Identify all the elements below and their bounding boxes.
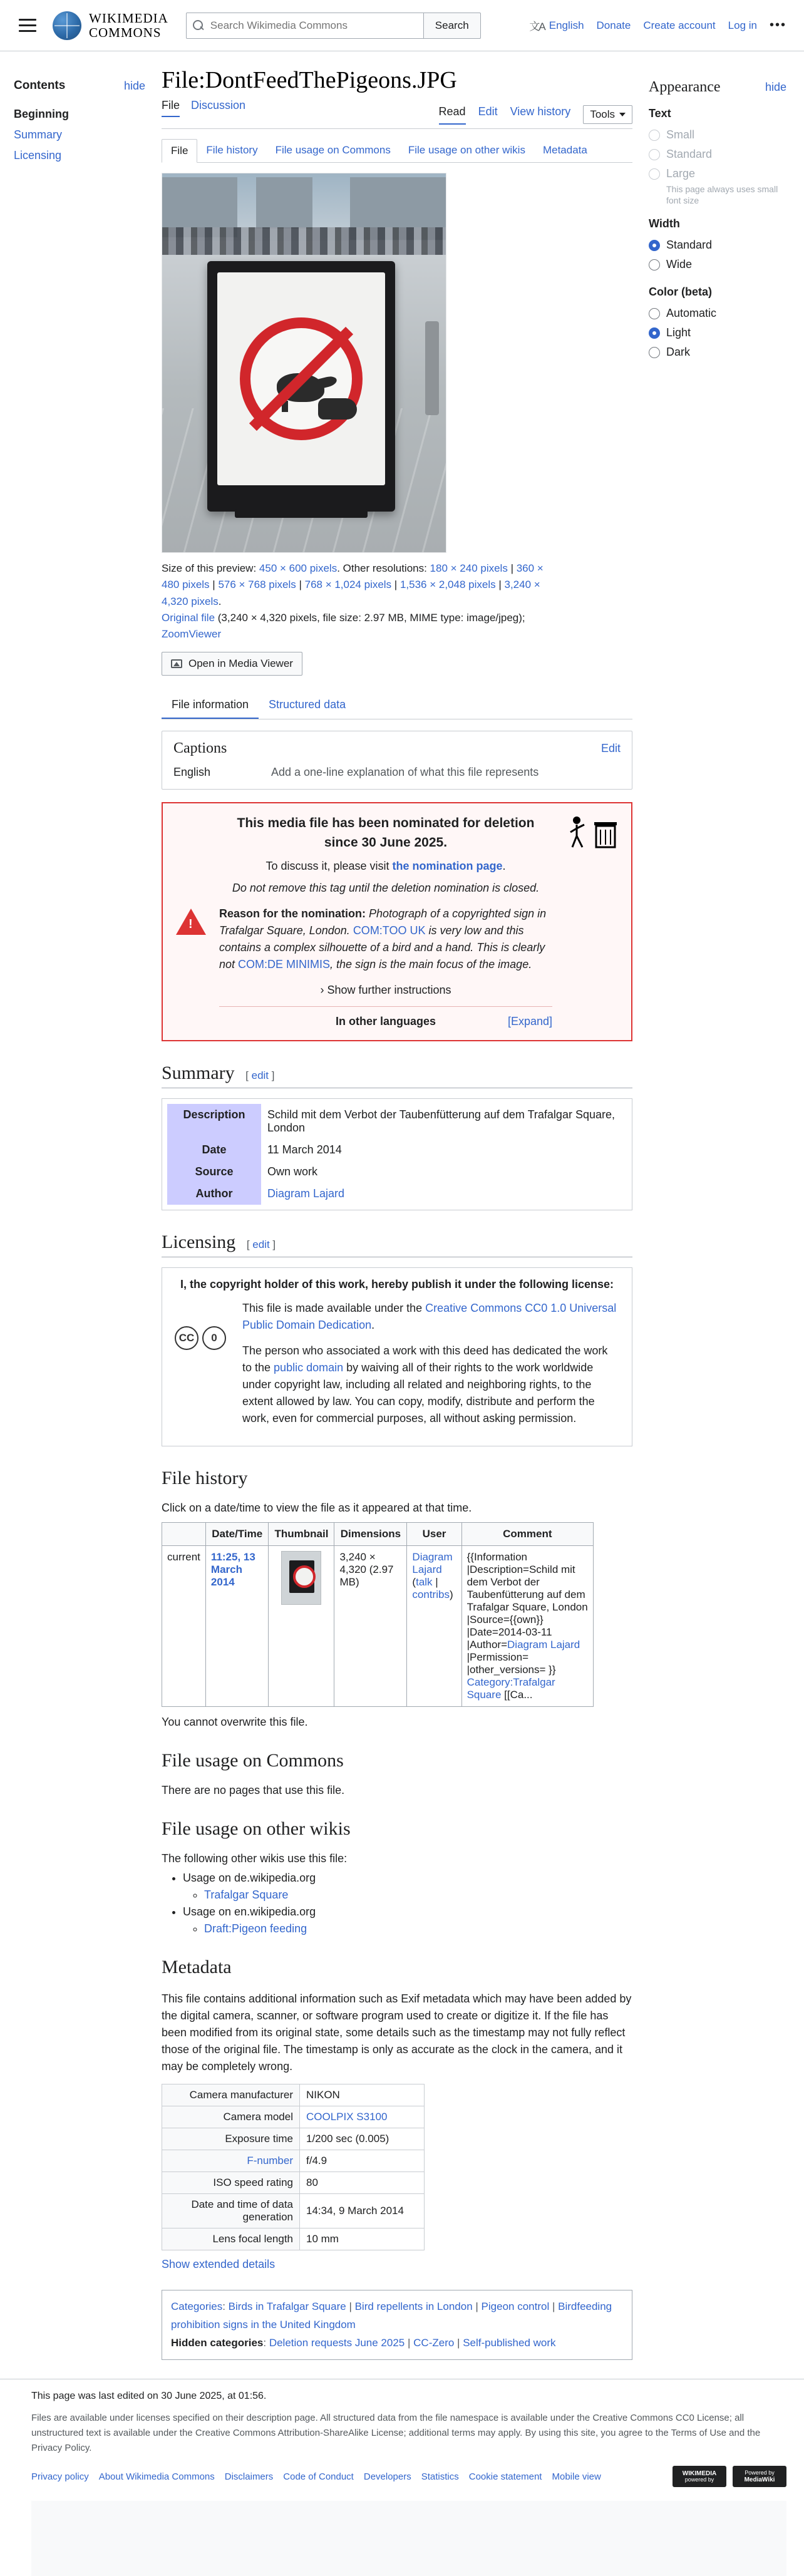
fh-col-datetime: Date/Time bbox=[205, 1522, 269, 1545]
table-row bbox=[162, 1545, 594, 1706]
fh-col-dimensions: Dimensions bbox=[334, 1522, 407, 1545]
search-button[interactable]: Search bbox=[424, 13, 481, 39]
captions-title: Captions bbox=[173, 739, 227, 756]
cc-zero-icons bbox=[175, 1300, 231, 1350]
fh-datetime-link[interactable]: 11:25, 13 March 2014 bbox=[210, 1550, 255, 1588]
wiki-name-en: Usage on en.wikipedia.org bbox=[183, 1905, 316, 1918]
meta-value-exposure-time: 1/200 sec (0.005) bbox=[300, 2128, 425, 2150]
footer-link-statistics[interactable]: Statistics bbox=[421, 2471, 459, 2482]
photo-sign-board bbox=[207, 261, 395, 512]
summary-key-author: Author bbox=[167, 1183, 261, 1205]
category-link-birdfeeding-prohibition[interactable]: Birdfeeding prohibition signs in the United Kingdom bbox=[171, 2300, 612, 2331]
deletion-discuss-prefix: To discuss it, please visit bbox=[265, 859, 393, 872]
chevron-down-icon bbox=[619, 113, 626, 116]
usage-other-wikis-heading: File usage on other wikis bbox=[162, 1818, 351, 1839]
tab-structured-data[interactable]: Structured data bbox=[269, 698, 346, 711]
toc-title: Contents bbox=[14, 79, 66, 92]
captions-box bbox=[162, 731, 632, 790]
last-edited-text: This page was last edited on 30 June 2025, at 01:56. bbox=[31, 2391, 267, 2402]
text-size-small-label: Small bbox=[666, 128, 695, 141]
resolution-link-3240[interactable]: 3,240 × 4,320 pixels bbox=[162, 579, 540, 607]
license-paragraph-2 bbox=[242, 1342, 619, 1427]
photo-crowd bbox=[162, 227, 446, 256]
resolution-link-768[interactable]: 768 × 1,024 pixels bbox=[304, 579, 392, 591]
summary-key-date: Date bbox=[167, 1139, 261, 1161]
appearance-panel bbox=[649, 65, 786, 362]
fh-dimensions-cell: 3,240 × 4,320 (2.97 MB) bbox=[334, 1545, 407, 1706]
license-box bbox=[162, 1267, 632, 1446]
file-history-thumbnail[interactable] bbox=[281, 1551, 321, 1605]
resolution-link-360[interactable]: 360 × 480 pixels bbox=[162, 562, 544, 591]
categories-label-link[interactable]: Categories bbox=[171, 2300, 223, 2312]
photo-sign-base bbox=[235, 509, 368, 518]
appearance-text-label: Text bbox=[649, 107, 671, 120]
radio-icon bbox=[649, 347, 660, 358]
meta-value-f-number: f/4.9 bbox=[300, 2150, 425, 2172]
color-light-label: Light bbox=[666, 326, 691, 339]
pigeon-icon bbox=[277, 373, 324, 402]
original-file-link[interactable]: Original file bbox=[162, 612, 215, 624]
table-row bbox=[167, 1139, 627, 1161]
fh-col-comment: Comment bbox=[461, 1522, 593, 1545]
usage-commons-heading: File usage on Commons bbox=[162, 1749, 344, 1771]
zero-icon: 0 bbox=[202, 1326, 226, 1350]
table-row bbox=[162, 2150, 425, 2172]
table-row bbox=[167, 1161, 627, 1183]
wikimedia-commons-logo[interactable] bbox=[53, 11, 168, 40]
fh-datetime-cell bbox=[205, 1545, 269, 1706]
show-further-instructions-label: Show further instructions bbox=[327, 983, 451, 996]
license-p1-post: . bbox=[371, 1318, 375, 1331]
photo-sign-face bbox=[217, 272, 385, 485]
fh-user-talk-link[interactable]: talk bbox=[416, 1575, 433, 1588]
appearance-group-width bbox=[649, 217, 786, 274]
tab-file[interactable]: File bbox=[162, 99, 180, 117]
media-viewer-label: Open in Media Viewer bbox=[188, 657, 293, 669]
license-p2-pre: The person who associated a work with this deed has dedicated the work to the bbox=[242, 1344, 608, 1374]
hand-icon bbox=[318, 398, 357, 420]
radio-icon bbox=[649, 168, 660, 180]
fh-thumbnail-cell[interactable] bbox=[269, 1545, 334, 1706]
width-standard-label: Standard bbox=[666, 239, 713, 252]
logo-line-1: WIKIMEDIA bbox=[89, 11, 168, 26]
footer-link-privacy-policy[interactable]: Privacy policy bbox=[31, 2471, 89, 2482]
trash-bin-icon bbox=[592, 820, 619, 848]
search-box bbox=[186, 13, 481, 39]
wiki-page-link-pigeon-feeding[interactable]: Draft:Pigeon feeding bbox=[204, 1922, 307, 1935]
public-domain-link[interactable]: public domain bbox=[274, 1361, 344, 1374]
categories-line: Categories: Birds in Trafalgar Square | Bird repellents in London | Pigeon control | Birdfeeding prohibition signs in the United Kingdom bbox=[171, 2300, 612, 2331]
file-image[interactable] bbox=[162, 173, 446, 553]
language-label: English bbox=[549, 19, 584, 31]
file-history-heading: File history bbox=[162, 1467, 248, 1488]
license-p2-post: by waiving all of their rights to the work worldwide under copyright law, including all related and neighboring rights, to the extent allowed by law. You can copy, modify, distribute and perform the work, even for commercial purposes, all without asking permission. bbox=[242, 1361, 595, 1425]
summary-value-date: 11 March 2014 bbox=[267, 1143, 342, 1156]
captions-edit-button[interactable]: Edit bbox=[600, 741, 621, 755]
file-history-table bbox=[162, 1522, 594, 1707]
cc0-license-link[interactable]: Creative Commons CC0 1.0 Universal Public Domain Dedication bbox=[242, 1301, 617, 1331]
wiki-page-link-trafalgar-square[interactable]: Trafalgar Square bbox=[204, 1888, 289, 1901]
summary-value-author bbox=[261, 1183, 627, 1205]
wikimedia-foundation-badge[interactable] bbox=[673, 2466, 726, 2487]
table-row bbox=[162, 2106, 425, 2128]
licensing-heading bbox=[162, 1232, 632, 1257]
radio-icon bbox=[649, 259, 660, 270]
meta-value-iso: 80 bbox=[300, 2172, 425, 2193]
text-size-small-option[interactable] bbox=[649, 125, 786, 145]
table-row bbox=[167, 1183, 627, 1205]
tab-discussion[interactable]: Discussion bbox=[191, 99, 246, 111]
text-size-large-label: Large bbox=[666, 167, 696, 180]
table-row bbox=[162, 2128, 425, 2150]
too-uk-link[interactable]: COM:TOO UK bbox=[353, 924, 426, 937]
caption-placeholder[interactable]: Add a one-line explanation of what this file represents bbox=[271, 765, 539, 778]
namespace-tabs bbox=[162, 99, 439, 120]
powered-by-mediawiki-badge[interactable] bbox=[733, 2466, 786, 2487]
resolution-link-576[interactable]: 576 × 768 pixels bbox=[218, 579, 296, 591]
list-item bbox=[204, 1922, 632, 1935]
deletion-illustration bbox=[564, 813, 620, 1030]
hidden-categories-label: Hidden categories bbox=[171, 2336, 264, 2349]
list-item bbox=[204, 1888, 632, 1902]
show-further-instructions-toggle[interactable] bbox=[219, 982, 552, 999]
file-subtab-metadata[interactable]: Metadata bbox=[542, 144, 587, 156]
width-wide-label: Wide bbox=[666, 258, 693, 271]
toc-item-beginning[interactable]: Beginning bbox=[14, 108, 69, 120]
footer-link-developers[interactable]: Developers bbox=[363, 2471, 411, 2482]
radio-icon bbox=[649, 130, 660, 141]
summary-edit-link[interactable]: [ edit ] bbox=[245, 1069, 275, 1081]
toc-item-summary[interactable]: Summary bbox=[14, 128, 63, 141]
fh-user-cell: Diagram Lajard (talk | contribs) bbox=[407, 1545, 461, 1706]
metadata-table bbox=[162, 2084, 425, 2250]
tools-button[interactable] bbox=[583, 105, 632, 124]
other-languages-label: In other languages bbox=[335, 1014, 436, 1028]
summary-key-description: Description bbox=[167, 1104, 261, 1139]
usage-other-wikis-note: The following other wikis use this file: bbox=[162, 1852, 348, 1865]
appearance-color-label: Color (beta) bbox=[649, 286, 712, 299]
text-size-large-option[interactable] bbox=[649, 164, 786, 183]
search-field[interactable] bbox=[186, 13, 424, 39]
resolution-link-180[interactable]: 180 × 240 pixels bbox=[430, 562, 508, 574]
color-automatic-option[interactable] bbox=[649, 304, 786, 323]
fh-comment-category-link[interactable]: Category:Trafalgar Square bbox=[466, 1676, 555, 1701]
zoom-viewer-link[interactable]: ZoomViewer bbox=[162, 628, 222, 641]
media-viewer-icon bbox=[171, 659, 182, 668]
de-minimis-link[interactable]: COM:DE MINIMIS bbox=[238, 957, 331, 971]
hidden-category-link-cc-zero[interactable]: CC-Zero bbox=[413, 2336, 455, 2349]
metadata-note: This file contains additional information such as Exif metadata which may have been added by the digital camera, scanner, or software program used to create or digitize it. If the file has been modified from its original state, some details such as the timestamp may not fully reflect those of the original file. The timestamp is only as accurate as the clock in the camera, and it may be completely wrong. bbox=[162, 1992, 632, 2073]
radio-icon bbox=[649, 240, 660, 251]
table-header-row bbox=[162, 1522, 594, 1545]
fh-col-blank bbox=[162, 1522, 206, 1545]
hidden-category-link-deletion-requests[interactable]: Deletion requests June 2025 bbox=[269, 2336, 405, 2349]
fh-comment-text-2: |Permission= |other_versions= }} bbox=[466, 1651, 556, 1676]
person-icon bbox=[567, 816, 586, 848]
appearance-title: Appearance bbox=[649, 79, 721, 95]
fh-comment-cell bbox=[461, 1545, 593, 1706]
footer-link-about[interactable]: About Wikimedia Commons bbox=[98, 2471, 215, 2482]
title-divider bbox=[162, 128, 632, 129]
file-subtab-usage-other-wikis[interactable]: File usage on other wikis bbox=[408, 144, 525, 156]
toc-item-licensing[interactable]: Licensing bbox=[14, 149, 62, 162]
fh-user-link[interactable]: Diagram Lajard bbox=[412, 1550, 453, 1575]
categories-box bbox=[162, 2290, 632, 2361]
deletion-title: This media file has been nominated for deletion since 30 June 2025. bbox=[237, 815, 535, 850]
summary-heading bbox=[162, 1063, 632, 1088]
preview-size-link[interactable]: 450 × 600 pixels bbox=[259, 562, 338, 574]
metadata-heading: Metadata bbox=[162, 1956, 232, 1977]
appearance-group-color bbox=[649, 286, 786, 362]
color-automatic-label: Automatic bbox=[666, 307, 717, 320]
table-row bbox=[162, 2172, 425, 2193]
meta-value-camera-model bbox=[300, 2106, 425, 2128]
wikimedia-badge-line2: powered by bbox=[684, 2476, 714, 2483]
tab-file-information[interactable]: File information bbox=[162, 692, 259, 719]
meta-key-focal-length: Lens focal length bbox=[162, 2228, 300, 2250]
radio-icon bbox=[649, 149, 660, 160]
color-light-option[interactable] bbox=[649, 323, 786, 343]
summary-table bbox=[167, 1104, 627, 1205]
usage-other-wikis-list bbox=[162, 1872, 632, 1935]
radio-icon bbox=[649, 327, 660, 339]
meta-key-camera-model: Camera model bbox=[162, 2106, 300, 2128]
appearance-width-label: Width bbox=[649, 217, 680, 230]
f-number-link[interactable]: F-number bbox=[247, 2154, 293, 2166]
summary-heading-text: Summary bbox=[162, 1062, 235, 1083]
tools-button-label: Tools bbox=[590, 108, 615, 120]
deletion-reason-text-1: Photograph of a copyrighted sign in Trafalgar Square, London. bbox=[219, 907, 547, 937]
mediawiki-badge-line1: Powered by bbox=[745, 2469, 775, 2476]
footer-link-disclaimers[interactable]: Disclaimers bbox=[224, 2471, 274, 2482]
header-right bbox=[529, 18, 786, 33]
resolution-link-1536[interactable]: 1,536 × 2,048 pixels bbox=[399, 579, 496, 591]
tab-edit[interactable]: Edit bbox=[478, 105, 498, 118]
deletion-discuss-suffix: . bbox=[502, 859, 506, 872]
language-icon: 文A bbox=[529, 21, 545, 33]
deletion-notice bbox=[162, 802, 632, 1041]
deletion-do-not-remove: Do not remove this tag until the deletion nomination is closed. bbox=[232, 881, 540, 894]
table-row bbox=[167, 1104, 627, 1139]
category-link-pigeon-control[interactable]: Pigeon control bbox=[481, 2300, 550, 2312]
list-item bbox=[183, 1905, 632, 1935]
category-link-bird-repellents[interactable]: Bird repellents in London bbox=[354, 2300, 473, 2312]
file-subtab-usage-commons[interactable]: File usage on Commons bbox=[275, 144, 391, 156]
fh-col-thumbnail: Thumbnail bbox=[269, 1522, 334, 1545]
photo-bollard bbox=[425, 321, 439, 415]
deletion-reason-label: Reason for the nomination: bbox=[219, 907, 366, 920]
menu-icon[interactable] bbox=[14, 12, 41, 39]
table-row bbox=[162, 2193, 425, 2228]
footer-link-code-of-conduct[interactable]: Code of Conduct bbox=[283, 2471, 354, 2482]
meta-key-camera-manufacturer: Camera manufacturer bbox=[162, 2084, 300, 2106]
page-title: File:DontFeedThePigeons.JPG bbox=[162, 67, 457, 93]
no-feeding-symbol-icon bbox=[240, 317, 363, 440]
page-body bbox=[0, 51, 804, 2360]
login-link[interactable]: Log in bbox=[728, 19, 757, 31]
file-subtabs bbox=[162, 139, 632, 163]
text-size-hint: This page always uses small font size bbox=[666, 184, 778, 206]
search-input[interactable] bbox=[209, 19, 417, 33]
camera-model-link[interactable]: COOLPIX S3100 bbox=[306, 2110, 388, 2123]
mediawiki-badge-line2: MediaWiki bbox=[744, 2476, 775, 2483]
tab-read[interactable]: Read bbox=[439, 105, 466, 125]
meta-value-datetime: 14:34, 9 March 2014 bbox=[300, 2193, 425, 2228]
toc-hide-button[interactable]: hide bbox=[123, 79, 145, 92]
meta-key-exposure-time: Exposure time bbox=[162, 2128, 300, 2150]
footer-terms-text bbox=[31, 2411, 786, 2456]
list-item bbox=[183, 1872, 632, 1902]
text-size-standard-option[interactable] bbox=[649, 145, 786, 164]
meta-value-focal-length: 10 mm bbox=[300, 2228, 425, 2250]
table-of-contents bbox=[14, 65, 145, 166]
nomination-page-link[interactable]: the nomination page bbox=[392, 859, 503, 872]
footer-links bbox=[31, 2466, 786, 2487]
view-tabs bbox=[439, 99, 632, 125]
summary-table-wrapper bbox=[162, 1098, 632, 1210]
radio-icon bbox=[649, 308, 660, 319]
page-footer bbox=[0, 2379, 804, 2576]
fh-current-label: current bbox=[162, 1545, 206, 1706]
hidden-categories-line: Hidden categories: Deletion requests June 2025 | CC-Zero | Self-published work bbox=[171, 2336, 556, 2349]
appearance-group-text bbox=[649, 107, 786, 206]
image-resolution-info: Size of this preview: 450 × 600 pixels. Other resolutions: 180 × 240 pixels | 360 × 480 pixels | 576 × 768 pixels | 768 × 1,024 pixels | 1,536 × 2,048 pixels | 3,240 × 4,320 pixels. Original file (3,240 × 4,320 pixels, file size: 2.97 MB, MIME type: image/jpeg); ZoomViewer bbox=[162, 562, 544, 641]
wiki-name-de: Usage on de.wikipedia.org bbox=[183, 1871, 316, 1884]
deletion-reason-text-3: , the sign is the main focus of the image. bbox=[330, 957, 532, 971]
fh-comment-text: {{Information |Description=Schild mit dem Verbot der Taubenfütterung auf dem Trafalgar Square, London |Source={{own}} |Date=2014-03-11 |Author= bbox=[466, 1550, 588, 1651]
site-header bbox=[0, 0, 804, 51]
file-subtab-file-history[interactable]: File history bbox=[206, 144, 258, 156]
license-paragraph-1 bbox=[242, 1300, 619, 1334]
fh-col-user: User bbox=[407, 1522, 461, 1545]
footer-badges bbox=[673, 2466, 786, 2487]
fh-comment-text-3: [[Ca... bbox=[501, 1688, 533, 1701]
search-icon bbox=[193, 20, 204, 31]
commons-globe-icon bbox=[53, 11, 81, 40]
fh-comment-author-link[interactable]: Diagram Lajard bbox=[507, 1638, 580, 1651]
file-info-tabs bbox=[162, 692, 632, 719]
footer-spacer bbox=[31, 2501, 786, 2576]
tab-view-history[interactable]: View history bbox=[510, 105, 571, 118]
file-preview[interactable] bbox=[162, 173, 632, 553]
expand-languages-button[interactable]: [Expand] bbox=[507, 1014, 552, 1028]
more-options-icon[interactable]: ••• bbox=[769, 18, 786, 32]
original-file-info: (3,240 × 4,320 pixels, file size: 2.97 MB, MIME type: image/jpeg); bbox=[215, 612, 525, 624]
file-subtab-file[interactable]: File bbox=[162, 139, 197, 163]
preview-size-prefix: Size of this preview: bbox=[162, 562, 259, 574]
color-dark-option[interactable] bbox=[649, 343, 786, 362]
create-account-link[interactable]: Create account bbox=[643, 19, 716, 31]
summary-edit-text[interactable]: edit bbox=[251, 1069, 269, 1081]
meta-value-camera-manufacturer: NIKON bbox=[300, 2084, 425, 2106]
caption-language-label: English bbox=[173, 765, 211, 778]
meta-key-iso: ISO speed rating bbox=[162, 2172, 300, 2193]
licensing-edit-link[interactable]: [ edit ] bbox=[246, 1238, 276, 1250]
license-p1-pre: This file is made available under the bbox=[242, 1301, 426, 1314]
summary-value-source: Own work bbox=[267, 1165, 318, 1178]
summary-value-description: Schild mit dem Verbot der Taubenfütterung auf dem Trafalgar Square, London bbox=[267, 1108, 615, 1134]
deletion-reason-text-2: is very low and this contains a complex silhouette of a bird and a hand. This is clearly not bbox=[219, 924, 545, 971]
photo-building-mid bbox=[256, 177, 312, 229]
width-standard-option[interactable] bbox=[649, 235, 786, 255]
author-link[interactable]: Diagram Lajard bbox=[267, 1187, 345, 1200]
file-history-footer: You cannot overwrite this file. bbox=[162, 1715, 308, 1728]
footer-link-cookie-statement[interactable]: Cookie statement bbox=[468, 2471, 542, 2482]
table-row bbox=[162, 2084, 425, 2106]
license-header-text: I, the copyright holder of this work, hereby publish it under the following license: bbox=[180, 1277, 614, 1291]
licensing-edit-text[interactable]: edit bbox=[252, 1238, 270, 1250]
expand-arrow-icon: › bbox=[320, 983, 324, 996]
meta-key-f-number bbox=[162, 2150, 300, 2172]
main-content bbox=[145, 65, 649, 2360]
table-row bbox=[162, 2228, 425, 2250]
other-res-prefix: . Other resolutions: bbox=[337, 562, 430, 574]
footer-terms-full: Files are available under licenses specified on their description page. All structured data from the file namespace is available under the Creative Commons CC0 License; all unstructured text is available under the Creative Commons Attribution-ShareAlike License; additional terms may apply. By using this site, you agree to the Terms of Use and the Privacy Policy. bbox=[31, 2413, 761, 2454]
summary-key-source: Source bbox=[167, 1161, 261, 1183]
wikimedia-badge-line1: WIKIMEDIA bbox=[682, 2470, 717, 2477]
file-history-note: Click on a date/time to view the file as it appeared at that time. bbox=[162, 1501, 472, 1514]
cc-icon: CC bbox=[175, 1326, 198, 1350]
open-in-media-viewer-button[interactable] bbox=[162, 652, 302, 676]
language-switcher[interactable] bbox=[529, 18, 584, 33]
donate-link[interactable]: Donate bbox=[596, 19, 631, 31]
appearance-hide-button[interactable]: hide bbox=[765, 81, 786, 93]
meta-key-datetime: Date and time of data generation bbox=[162, 2193, 300, 2228]
hidden-category-link-self-published[interactable]: Self-published work bbox=[463, 2336, 556, 2349]
fh-user-contribs-link[interactable]: contribs bbox=[412, 1588, 450, 1600]
logo-line-2: COMMONS bbox=[89, 24, 162, 40]
footer-link-mobile-view[interactable]: Mobile view bbox=[552, 2471, 601, 2482]
usage-commons-note: There are no pages that use this file. bbox=[162, 1783, 345, 1796]
text-size-standard-label: Standard bbox=[666, 148, 713, 160]
width-wide-option[interactable] bbox=[649, 255, 786, 274]
licensing-heading-text: Licensing bbox=[162, 1231, 236, 1252]
warning-icon bbox=[174, 813, 208, 1030]
show-extended-details-link[interactable]: Show extended details bbox=[162, 2257, 276, 2270]
color-dark-label: Dark bbox=[666, 346, 691, 359]
category-link-birds-trafalgar[interactable]: Birds in Trafalgar Square bbox=[228, 2300, 346, 2312]
